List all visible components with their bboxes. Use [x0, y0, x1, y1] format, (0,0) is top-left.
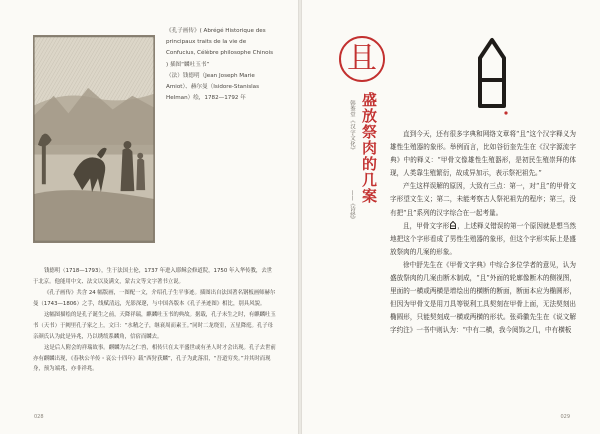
left-paragraph: 这是后人附会的祥瑞故事。麒麟为古之仁兽，相传只在太平盛世或有圣人时才会出现。孔子去世前亦有麒麟出现，《春秋公羊传・哀公十四年》载“西狩获麟”，孔子为此落泪，“吾道穷矣。”并其时而现身，预为端兆，亦非祥兆。: [33, 345, 276, 373]
left-paragraph: 《孔子画传》共含 24 幅版画，一图配一文，介绍孔子生平事迹。插图出自法国著名钢板画师赫尔曼（1743—1806）之手，线赋清远，光影深邃，与中国各版本《孔子圣迹图》相比，别具风貌。: [33, 290, 276, 307]
left-page: [0, 0, 298, 434]
page-number-left: 028: [34, 414, 44, 420]
right-paragraph-start: 且，甲骨文字形: [403, 221, 450, 230]
engraving-illustration: [33, 35, 155, 243]
illustration-caption: 《孔子画传》( Abrégé Historique des principaux traits de la vie de Confucius, Célèbre philosophe Chinois ) 插图“麟吐玉书” （法）钱德明（Jean Joseph Marie Amiot）、赫尔曼（Isidore-Stanislas Helman）绘，1782—1792 年: [166, 28, 274, 102]
right-paragraph: 徐中舒先生在《甲骨文字典》中综合多位学者的意见，认为盛放祭肉的几案由断木制成，“且”外面的轮廓像断木的侧视图，里面的一横或两横是增绘出的横断的断面，断面本应为椭圆形，但因为甲骨文是用刀具等锐利工具契刻在甲骨上面，无法契刻出椭圆形，只能契刻成一横或两横的形状。张舜徽先生在《说文解字约注》一书中则认为：“中有二横，我今阅饰之几，中有横板: [390, 260, 576, 335]
left-paragraph: 钱德明（1718—1793），生于法国土伦，1737 年进入耶稣会修道院，1750 年入华传教，去世于北京。他能用中文、法文以及满文，蒙古文等文字著书立说。: [33, 268, 273, 285]
chapter-source: ——《诗经》: [349, 190, 355, 223]
right-body-text: [390, 128, 576, 338]
right-paragraph: 产生这样误解的原因，大致有三点：第一，对“且”的甲骨文字形望文生义；第二，未能考察古人祭祀祖先的程序；第三，没有把“且”系列的汉字综合在一起考量。: [390, 182, 576, 217]
chapter-title: 盛放祭肉的几案: [360, 92, 378, 204]
right-paragraph-rest: ，上述释义错误的第一个原因就是想当然地把这个字形看成了男性生殖器的象形，但这个字形实际上是盛放祭肉的几案的形象。: [390, 221, 577, 256]
right-paragraph: [390, 220, 576, 259]
chapter-author: 韩鉴堂《汉字文化》: [349, 100, 355, 154]
left-paragraph: 这幅图描绘的是孔子诞生之前，天降祥瑞，麒麟吐玉书的典故。据载，孔子未生之时，有麒麟吐玉书（天书）于阙里孔子家之上，文曰：“水精之子，继衰周而素王。”同时二龙绕室，五星降庭。孔子母亲颜氏认为此是异兆，乃以绣绂系麟角，信宿而麟去。: [33, 312, 276, 340]
seal-stamp-icon: [339, 36, 385, 82]
right-page: [302, 0, 600, 434]
left-body-text: [33, 266, 276, 376]
inline-oracle-glyph-icon: [449, 221, 457, 229]
engraving-qilin-image: [34, 36, 154, 242]
oracle-bone-glyph-icon: [472, 36, 512, 116]
seal-character: 且: [347, 41, 377, 76]
page-number-right: 029: [560, 414, 570, 420]
right-paragraph: 直到今天，还有很多字典和网络文章将“且”这个汉字释义为雄性生殖器的象形。举例而言，比如谷衍奎先生在《汉字源流字典》中的释义：“甲骨文像雄性生殖器形，是初民生殖崇拜的体现，人类靠生殖繁衍，故成异加示，表示祭祀祖先。”: [390, 130, 576, 178]
